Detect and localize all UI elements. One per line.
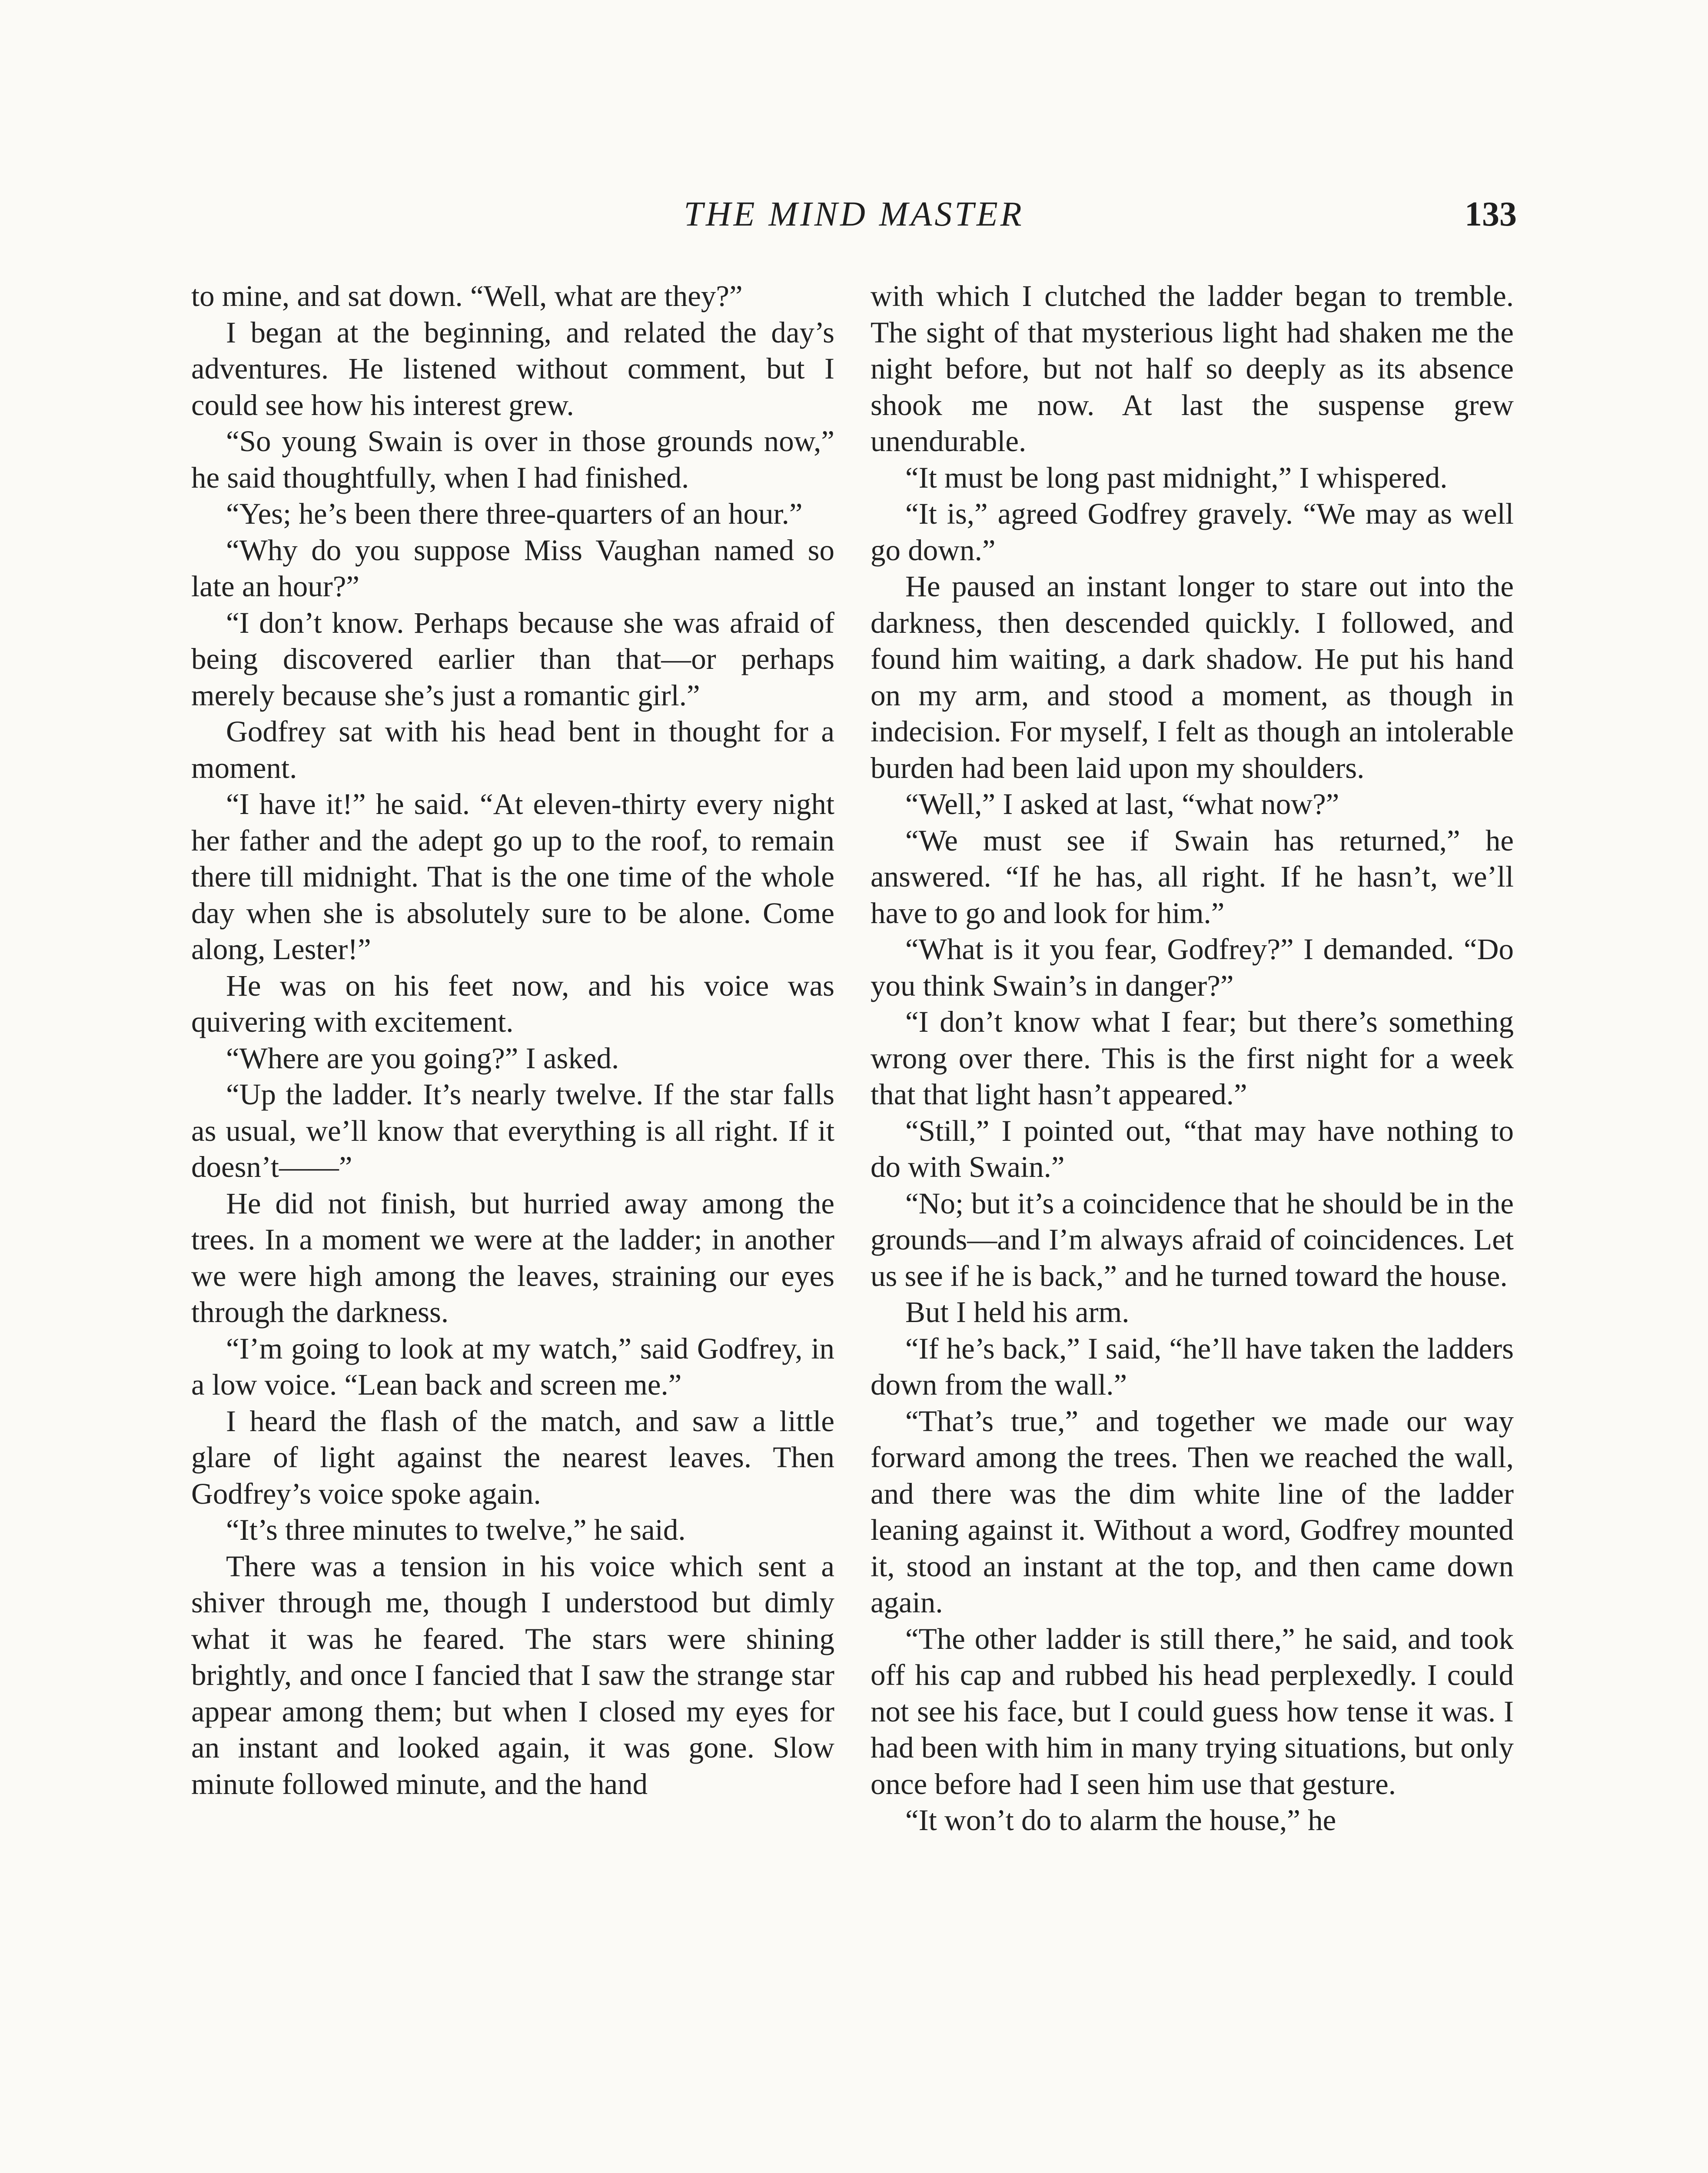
paragraph: He paused an instant longer to stare out into the darkness, then descended quickly. I followed, and found him waiting, a dark shadow. He put his hand on my arm, and stood a moment, as though in indecision. For myself, I felt as though an intolerable burden had been laid upon my shoulders. xyxy=(871,570,1514,784)
paragraph: But I held his arm. xyxy=(905,1296,1130,1329)
running-head xyxy=(191,195,1517,243)
paragraph: “That’s true,” and together we made our way forward among the trees. Then we reached the wall, and there was the dim white line of the ladder leaning against it. Without a word, Godfrey mounted it, stood an instant at the top, and then came down again. xyxy=(871,1404,1514,1619)
paragraph: to mine, and sat down. “Well, what are they?” xyxy=(191,279,743,312)
paragraph: I heard the flash of the match, and saw a little glare of light against the nearest leaves. Then Godfrey’s voice spoke again. xyxy=(191,1404,834,1510)
paragraph: “Yes; he’s been there three-quarters of an hour.” xyxy=(226,497,803,530)
paragraph: “We must see if Swain has returned,” he answered. “If he has, all right. If he hasn’t, we’ll have to go and look for him.” xyxy=(871,824,1514,930)
paragraph: with which I clutched the ladder began to tremble. The sight of that mysterious light had shaken me the night before, but not half so deeply as its absence shook me now. At last the suspense grew unendurable. xyxy=(871,279,1514,458)
page-number: 133 xyxy=(1465,195,1517,233)
running-title: THE MIND MASTER xyxy=(684,195,1024,233)
paragraph: “It must be long past midnight,” I whispered. xyxy=(905,461,1448,494)
paragraph: “Up the ladder. It’s nearly twelve. If the star falls as usual, we’ll know that everything is all right. If it doesn’t——” xyxy=(191,1078,834,1183)
paragraph: “Why do you suppose Miss Vaughan named so late an hour?” xyxy=(191,533,834,603)
left-text-column xyxy=(191,278,834,2173)
paragraph: “So young Swain is over in those grounds now,” he said thoughtfully, when I had finished. xyxy=(191,425,834,494)
paragraph: “It’s three minutes to twelve,” he said. xyxy=(226,1513,686,1546)
paragraph: “I’m going to look at my watch,” said Godfrey, in a low voice. “Lean back and screen me.” xyxy=(191,1332,834,1401)
paragraph: He did not finish, but hurried away among the trees. In a moment we were at the ladder; in another we were high among the leaves, straining our eyes through the darkness. xyxy=(191,1186,834,1329)
paragraph: “No; but it’s a coincidence that he should be in the grounds—and I’m always afraid of coincidences. Let us see if he is back,” and he turned toward the house. xyxy=(871,1186,1514,1293)
paragraph: “It is,” agreed Godfrey gravely. “We may as well go down.” xyxy=(871,497,1514,567)
paragraph: “I don’t know. Perhaps because she was afraid of being discovered earlier than that—or perhaps merely because she’s just a romantic girl.” xyxy=(191,606,834,712)
paragraph: “The other ladder is still there,” he said, and took off his cap and rubbed his head perplexedly. I could not see his face, but I could guess how tense it was. I had been with him in many trying situations, but only once before had I seen him use that gesture. xyxy=(871,1622,1514,1801)
paragraph: “What is it you fear, Godfrey?” I demanded. “Do you think Swain’s in danger?” xyxy=(871,933,1514,1002)
right-text-column xyxy=(871,278,1514,2173)
paragraph: Godfrey sat with his head bent in thought for a moment. xyxy=(191,715,834,784)
paragraph: “If he’s back,” I said, “he’ll have taken the ladders down from the wall.” xyxy=(871,1332,1514,1401)
paragraph: He was on his feet now, and his voice was quivering with excitement. xyxy=(191,969,834,1038)
paragraph: “Still,” I pointed out, “that may have nothing to do with Swain.” xyxy=(871,1114,1514,1183)
paragraph: “Where are you going?” I asked. xyxy=(226,1041,619,1075)
paragraph: “I don’t know what I fear; but there’s something wrong over there. This is the first night for a week that that light hasn’t appeared.” xyxy=(871,1005,1514,1111)
paragraph: There was a tension in his voice which sent a shiver through me, though I understood but dimly what it was he feared. The stars were shining brightly, and once I fancied that I saw the strange star appear among them; but when I closed my eyes for an instant and looked again, it was gone. Slow minute followed minute, and the hand xyxy=(191,1549,834,1801)
paragraph: “I have it!” he said. “At eleven-thirty every night her father and the adept go up to the roof, to remain there till midnight. That is the one time of the whole day when she is absolutely sure to be alone. Come along, Lester!” xyxy=(191,787,834,966)
paragraph: “It won’t do to alarm the house,” he xyxy=(905,1804,1336,1837)
paragraph: I began at the beginning, and related the day’s adventures. He listened without comment, but I could see how his interest grew. xyxy=(191,316,834,422)
paragraph: “Well,” I asked at last, “what now?” xyxy=(905,787,1339,821)
